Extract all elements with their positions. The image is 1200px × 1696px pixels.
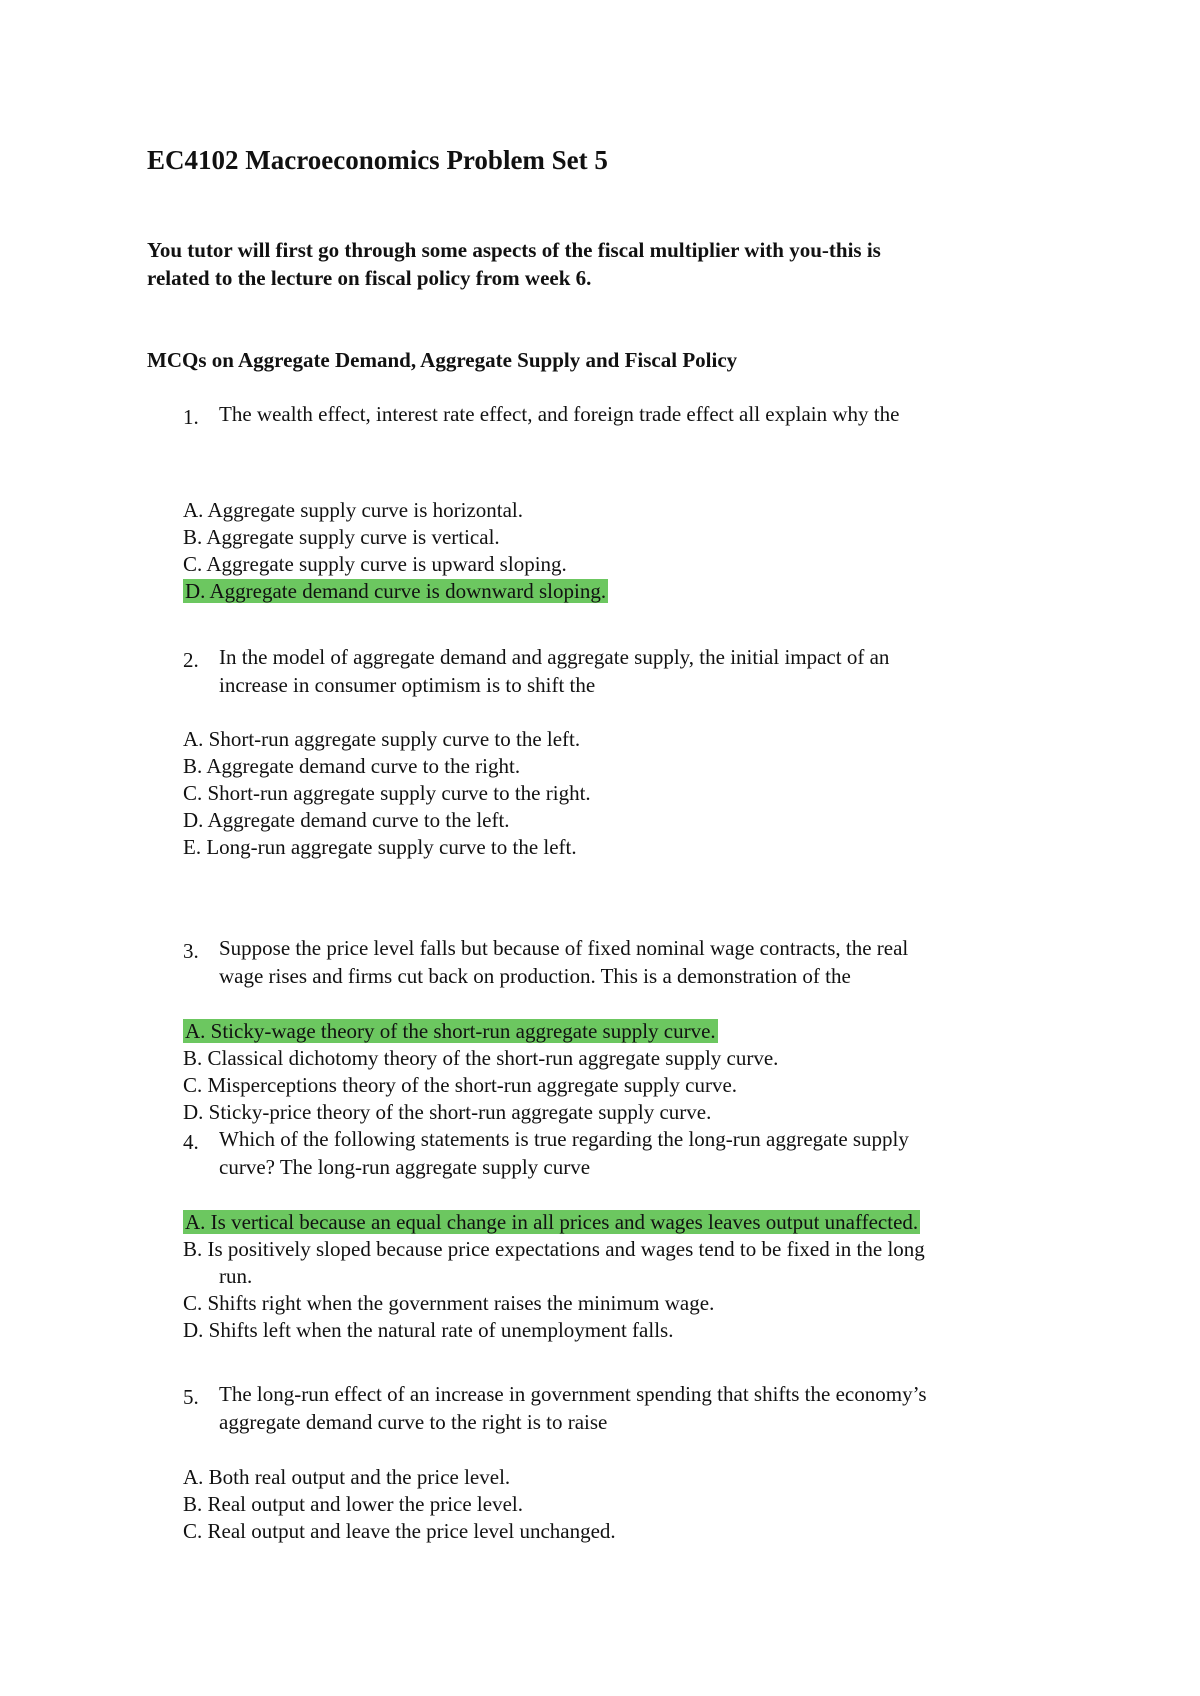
answer-option-correct bbox=[183, 1208, 920, 1236]
answer-option: C. Short-run aggregate supply curve to the right. bbox=[183, 781, 591, 805]
answer-option: D. Aggregate demand curve to the left. bbox=[183, 808, 510, 832]
section-heading: MCQs on Aggregate Demand, Aggregate Supply and Fiscal Policy bbox=[147, 348, 738, 372]
answer-option: C. Real output and leave the price level unchanged. bbox=[183, 1519, 616, 1543]
document-title: EC4102 Macroeconomics Problem Set 5 bbox=[147, 145, 608, 175]
answer-option: C. Aggregate supply curve is upward sloping. bbox=[183, 552, 567, 576]
answer-option: C. Misperceptions theory of the short-run aggregate supply curve. bbox=[183, 1073, 738, 1097]
question-text: In the model of aggregate demand and aggregate supply, the initial impact of an increase in consumer optimism is to shift the bbox=[219, 645, 890, 697]
question-text: The long-run effect of an increase in government spending that shifts the economy’s aggregate demand curve to the right is to raise bbox=[219, 1382, 927, 1434]
answer-option: D. Sticky-price theory of the short-run aggregate supply curve. bbox=[183, 1100, 712, 1124]
correct-answer-highlight: A. Sticky-wage theory of the short-run aggregate supply curve. bbox=[185, 1019, 716, 1043]
correct-answer-highlight: D. Aggregate demand curve is downward sloping. bbox=[185, 579, 607, 603]
intro-line: You tutor will first go through some aspects of the fiscal multiplier with you-this is bbox=[147, 238, 881, 262]
intro-line: related to the lecture on fiscal policy from week 6. bbox=[147, 266, 592, 290]
answer-option: A. Aggregate supply curve is horizontal. bbox=[183, 498, 523, 522]
answer-option: B. Aggregate supply curve is vertical. bbox=[183, 525, 500, 549]
question-number: 1. bbox=[183, 405, 199, 429]
question-text: The wealth effect, interest rate effect, and foreign trade effect all explain why the bbox=[219, 402, 900, 426]
answer-option: B. Real output and lower the price level. bbox=[183, 1492, 523, 1516]
answer-option: E. Long-run aggregate supply curve to the left. bbox=[183, 835, 577, 859]
answer-option: A. Both real output and the price level. bbox=[183, 1465, 511, 1489]
answer-option: B. Classical dichotomy theory of the short-run aggregate supply curve. bbox=[183, 1046, 779, 1070]
answer-option: B. Aggregate demand curve to the right. bbox=[183, 754, 521, 778]
question-number: 2. bbox=[183, 648, 199, 672]
intro-text bbox=[147, 236, 1027, 292]
correct-answer-highlight: A. Is vertical because an equal change in all prices and wages leaves output unaffected. bbox=[185, 1210, 919, 1234]
question-number: 5. bbox=[183, 1385, 199, 1409]
answer-option: C. Shifts right when the government raises the minimum wage. bbox=[183, 1291, 715, 1315]
question-number: 4. bbox=[183, 1130, 199, 1154]
answer-option: D. Shifts left when the natural rate of unemployment falls. bbox=[183, 1318, 674, 1342]
question-text: Suppose the price level falls but because of fixed nominal wage contracts, the real wage rises and firms cut back on production. This is a demonstration of the bbox=[219, 936, 909, 988]
question-text: Which of the following statements is true regarding the long-run aggregate supply curve? The long-run aggregate supply curve bbox=[219, 1127, 909, 1179]
answer-option: B. Is positively sloped because price expectations and wages tend to be fixed in the long bbox=[183, 1237, 925, 1261]
answer-option-correct bbox=[183, 577, 608, 605]
answer-option: A. Short-run aggregate supply curve to the left. bbox=[183, 727, 581, 751]
question-number: 3. bbox=[183, 939, 199, 963]
answer-option-correct bbox=[183, 1017, 718, 1045]
answer-option-continuation: run. bbox=[219, 1264, 253, 1288]
